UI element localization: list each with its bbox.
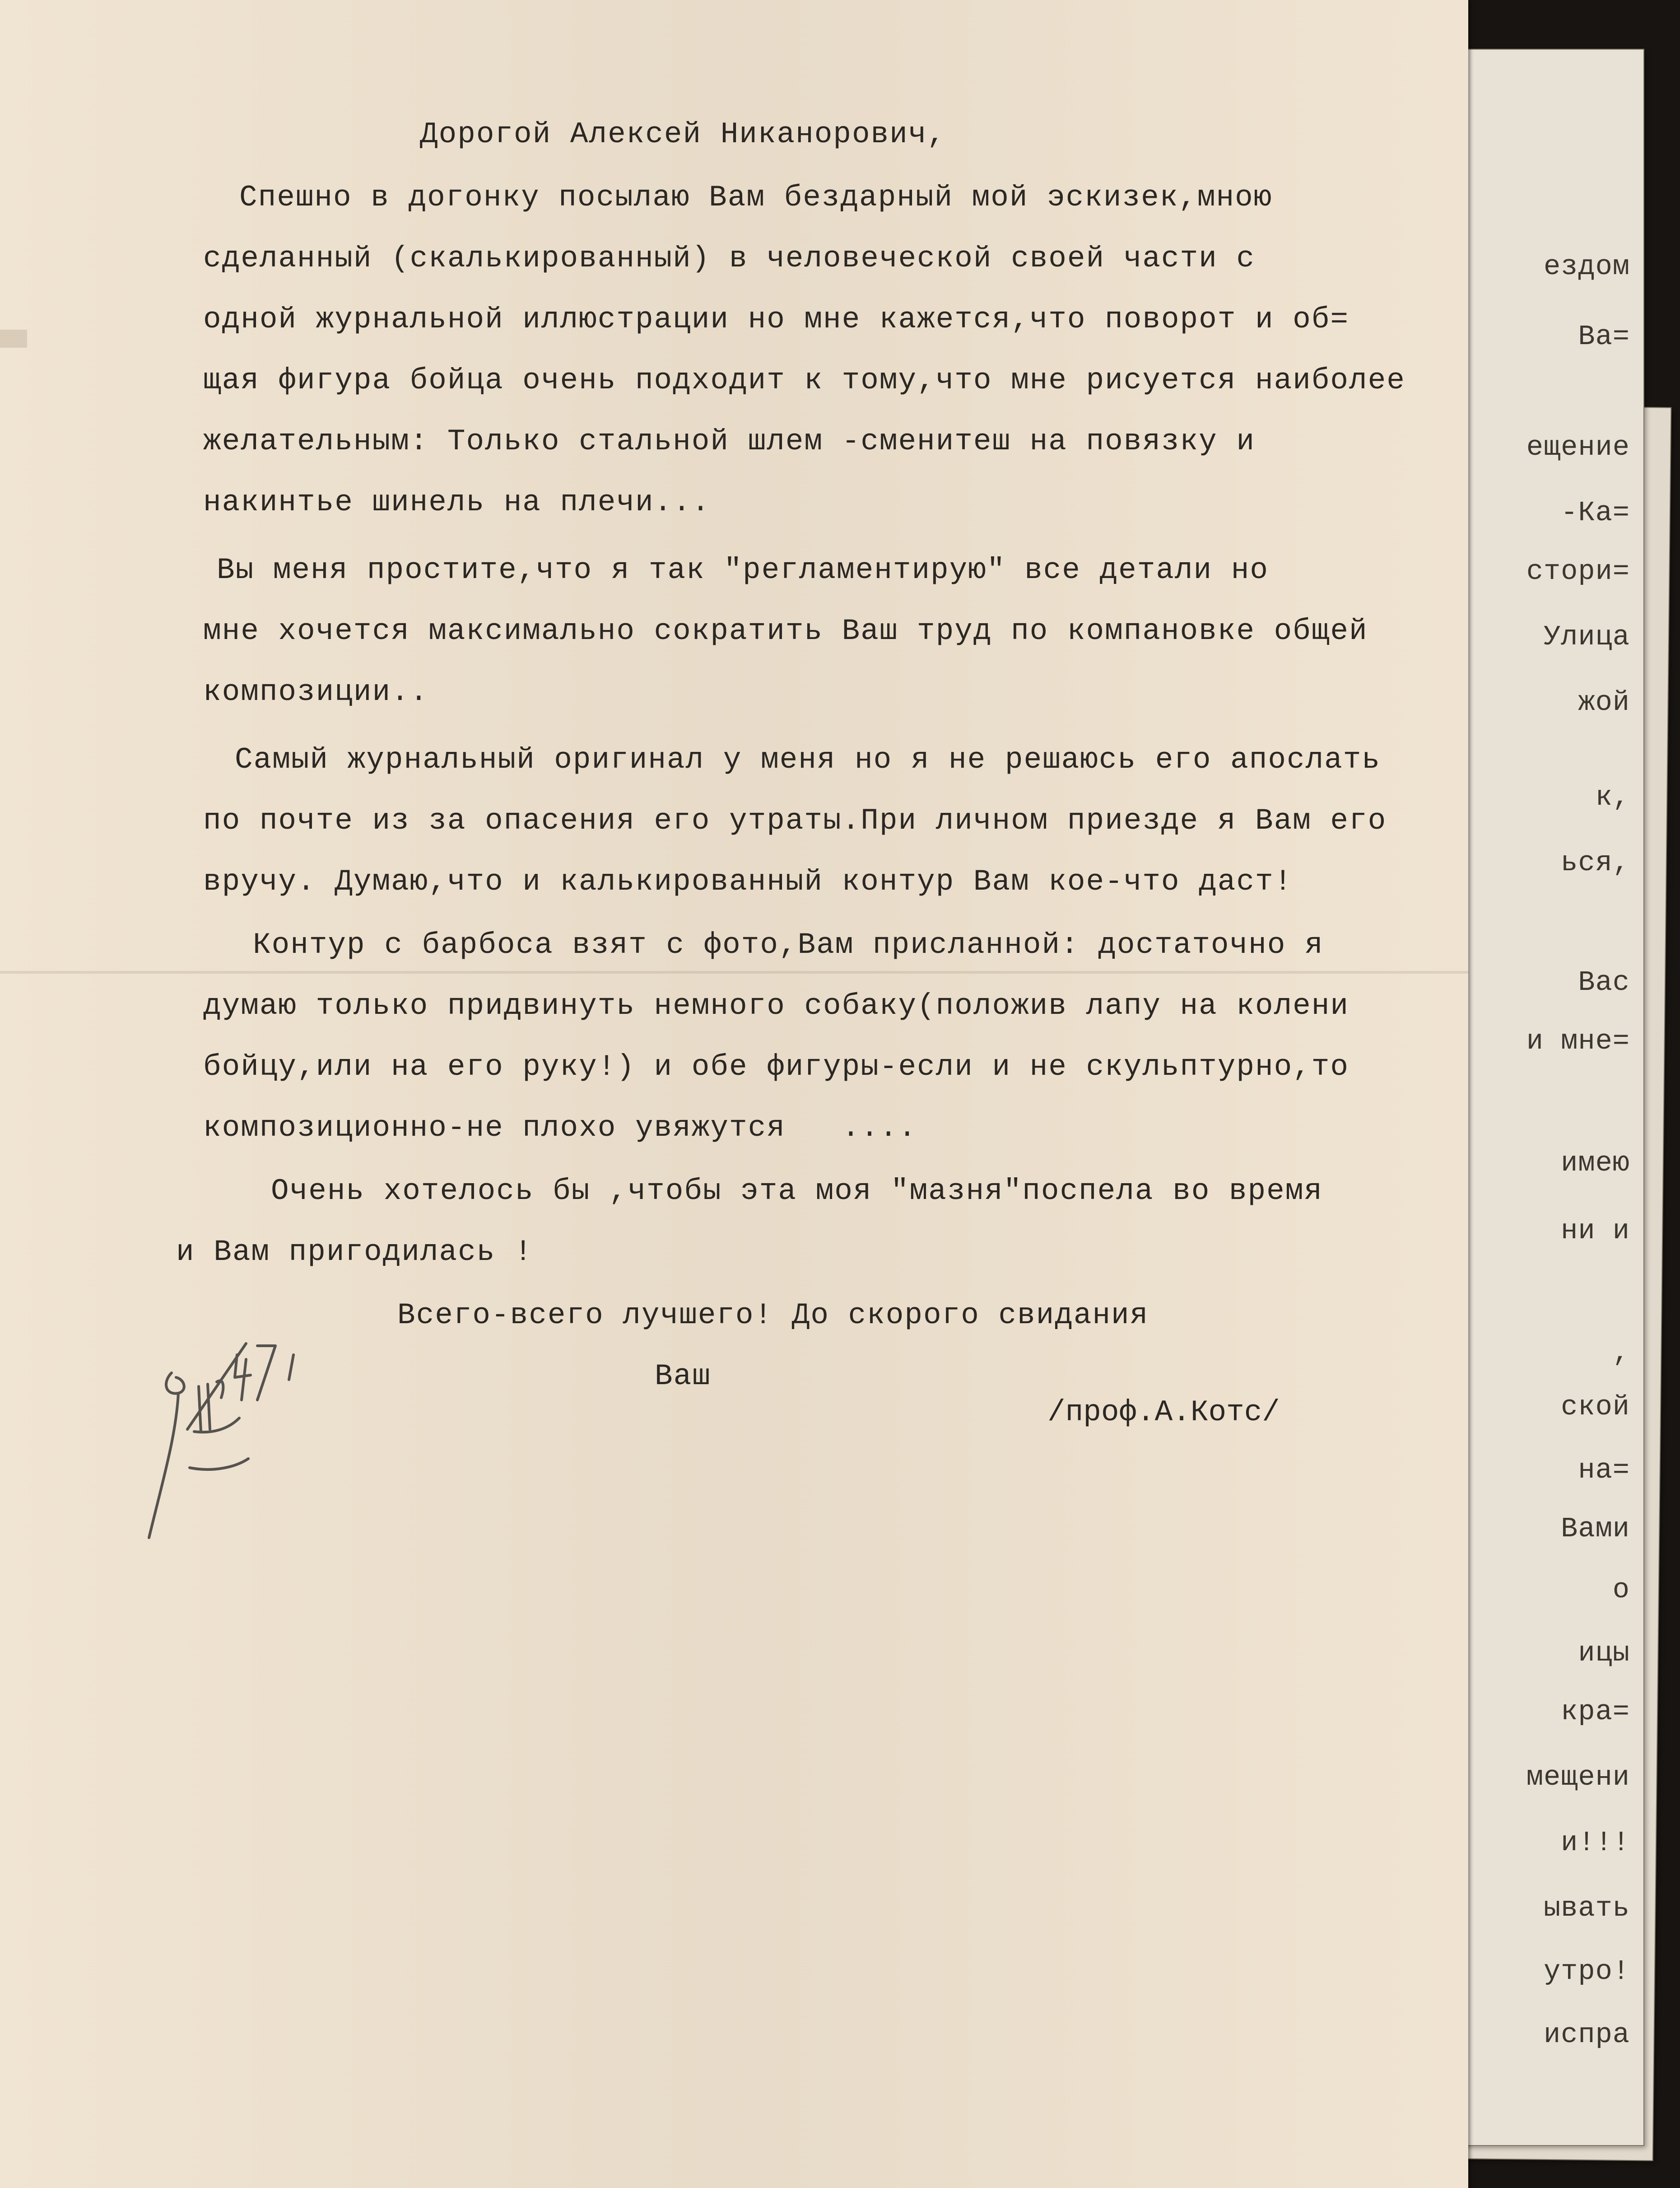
back-fragment: ездом xyxy=(1543,251,1630,283)
letter-line: одной журнальной иллюстрации но мне кажется,что поворот и об= xyxy=(203,303,1349,336)
back-fragment: Улица xyxy=(1543,621,1630,653)
back-fragment: испра xyxy=(1543,2019,1630,2051)
letter-closing: Всего-всего лучшего! До скорого свидания xyxy=(397,1298,1149,1332)
letter-line: Спешно в догонку посылаю Вам бездарный мой эскизек,мною xyxy=(239,181,1273,215)
back-fragment: -Ка= xyxy=(1561,497,1630,529)
back-fragment: утро! xyxy=(1543,1955,1630,1987)
letter-line: вручу. Думаю,что и калькированный контур Вам кое-что даст! xyxy=(203,865,1293,899)
back-fragment: ься, xyxy=(1561,847,1630,879)
letter-line: Контур с барбоса взят с фото,Вам присланной: достаточно я xyxy=(253,928,1324,962)
paper-tear xyxy=(0,330,27,348)
back-fragment: имею xyxy=(1561,1147,1630,1179)
pencil-date-annotation xyxy=(144,1337,334,1549)
letter-line: и Вам пригодилась ! xyxy=(176,1235,533,1269)
letter-line: бойцу,или на его руку!) и обе фигуры-если и не скульптурно,то xyxy=(203,1050,1349,1084)
letter-line: Самый журнальный оригинал у меня но я не решаюсь его апослать xyxy=(235,743,1381,777)
back-fragment: ской xyxy=(1561,1391,1630,1423)
back-fragment: о xyxy=(1612,1574,1630,1606)
letter-signature: /проф.А.Котс/ xyxy=(1047,1395,1280,1429)
back-fragment: ицы xyxy=(1578,1637,1630,1669)
letter-line: мне хочется максимально сократить Ваш труд по компановке общей xyxy=(203,614,1368,648)
letter-line: сделанный (скалькированный) в человеческой своей части с xyxy=(203,242,1255,275)
back-fragment: ни и xyxy=(1561,1215,1630,1247)
back-fragment: Вами xyxy=(1561,1513,1630,1545)
back-fragment: жой xyxy=(1578,686,1630,718)
letter-line: думаю только придвинуть немного собаку(положив лапу на колени xyxy=(203,989,1349,1023)
back-fragment: Ва= xyxy=(1578,321,1630,353)
letter-line: композиции.. xyxy=(203,675,429,709)
back-fragment: , xyxy=(1612,1337,1630,1369)
letter-line: Вы меня простите,что я так "регламентирую" все детали но xyxy=(217,553,1269,587)
back-fragment: мещени xyxy=(1526,1761,1630,1793)
letter-closing-ваш: Ваш xyxy=(655,1359,711,1393)
back-fragment: ещение xyxy=(1526,431,1630,463)
back-fragment: к, xyxy=(1595,781,1630,813)
letter-salutation: Дорогой Алексей Никанорович, xyxy=(420,117,946,151)
back-fragment: ывать xyxy=(1543,1892,1630,1924)
letter-line: желательным: Только стальной шлем -сменитеш на повязку и xyxy=(203,425,1255,458)
letter-line: накинтье шинель на плечи... xyxy=(203,485,711,519)
back-fragment: на= xyxy=(1578,1454,1630,1486)
back-fragment: и!!! xyxy=(1561,1827,1630,1859)
letter-line: щая фигура бойца очень подходит к тому,что мне рисуется наиболее xyxy=(203,364,1405,397)
letter-line: Очень хотелось бы ,чтобы эта моя "мазня"поспела во время xyxy=(271,1174,1323,1208)
back-fragment: и мне= xyxy=(1526,1025,1630,1057)
letter-line: по почте из за опасения его утраты.При личном приезде я Вам его xyxy=(203,804,1387,838)
back-fragment: стори= xyxy=(1526,555,1630,588)
letter-line: композиционно-не плохо увяжутся .... xyxy=(203,1111,917,1145)
back-fragment: кра= xyxy=(1561,1696,1630,1728)
paper-fold xyxy=(0,971,1468,974)
back-fragment: Вас xyxy=(1578,966,1630,998)
